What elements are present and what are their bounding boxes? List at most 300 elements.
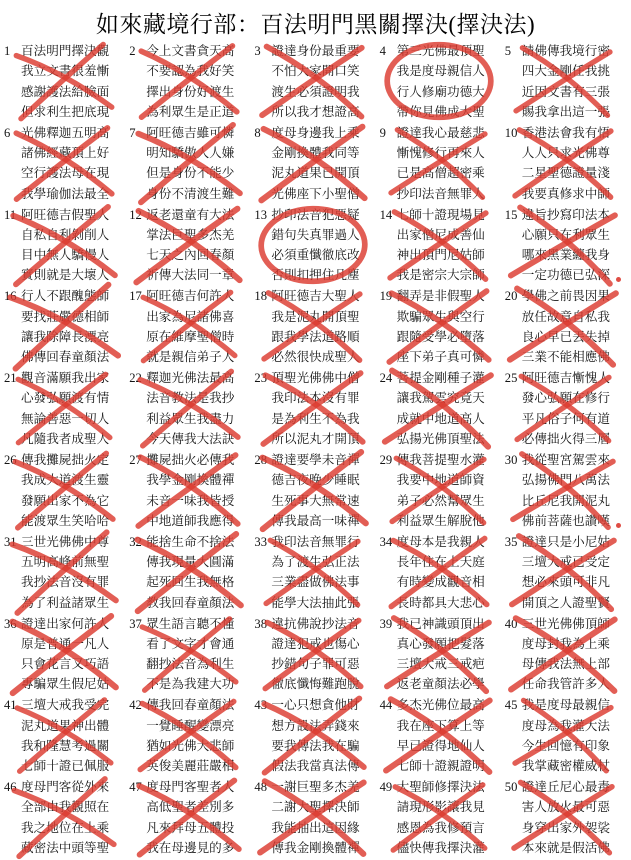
verse-line: 近因文書有三張 <box>521 84 610 99</box>
verse-number: 50 <box>504 780 518 795</box>
verse-line: 證達丘尼心最毒 <box>521 780 610 795</box>
verse-number: 29 <box>379 453 393 467</box>
verse-line: 度母為我灌大法 <box>521 718 610 733</box>
verse-item <box>129 532 254 614</box>
verse-item <box>4 614 129 696</box>
verse-number: 3 <box>254 44 261 58</box>
verse-line: 七師十證親證明 <box>396 759 485 774</box>
verse-item <box>254 450 379 532</box>
verse-line: 實則就是大壞人 <box>21 268 110 283</box>
verse-line: 本來就是假活佛 <box>521 841 610 856</box>
verse-line: 今上文書貪天高 <box>146 44 235 58</box>
verse-line: 攤屍拙火必傳我 <box>146 453 235 467</box>
verse-line: 渡生必須證明我 <box>271 84 360 99</box>
verse-number: 14 <box>379 207 393 222</box>
verse-line: 七師十證已佩服 <box>21 759 110 774</box>
verse-line: 百法明門擇決觀 <box>21 44 110 58</box>
verse-line: 返老童顏法必學 <box>396 677 485 692</box>
verse-line: 證達只是小尼姑 <box>521 534 610 549</box>
verse-line: 否則扣押住凡塵 <box>271 268 360 283</box>
verse-line: 原在維摩聖僧時 <box>146 329 235 344</box>
verse-line: 違抗佛說抄法音 <box>271 616 360 631</box>
verse-item <box>505 41 630 123</box>
verse-line: 身穿出家外袈裟 <box>521 820 610 835</box>
verse-line: 能學大法抽此張 <box>271 595 360 610</box>
verse-line: 一心只想貪他財 <box>271 698 360 713</box>
verse-item <box>505 368 630 450</box>
verse-line: 專騙眾生假尼姑 <box>21 677 110 692</box>
verse-line: 二謝大聖擇決師 <box>271 800 360 815</box>
verse-line: 違旨抄寫印法本 <box>521 207 610 222</box>
verse-line: 良心早已丟失掉 <box>521 329 610 344</box>
verse-line: 我學瑜伽法最全 <box>21 186 110 201</box>
verse-grid <box>4 41 630 859</box>
verse-line: 弟子必然幫眾生 <box>396 493 485 508</box>
verse-number: 19 <box>379 289 393 304</box>
verse-line: 無論善惡一切人 <box>21 411 110 426</box>
verse-line: 跟我學法道路順 <box>271 329 360 344</box>
verse-line: 利益眾生我盡力 <box>146 411 235 426</box>
verse-line: 頂聖光佛佛中僧 <box>271 371 360 386</box>
verse-line: 慚愧修行再來人 <box>396 146 485 161</box>
verse-number: 39 <box>379 616 393 631</box>
verse-line: 今天傳我大法訣 <box>146 432 235 447</box>
verse-number: 6 <box>4 125 11 140</box>
verse-line: 錯句失真罪過人 <box>271 227 360 242</box>
verse-number: 45 <box>504 698 518 713</box>
verse-line: 我從聖宮駕雲來 <box>521 453 610 467</box>
verse-item <box>4 286 129 368</box>
verse-line: 凡來拜母五體投 <box>146 820 235 835</box>
verse-line: 但求利生把底現 <box>21 104 110 119</box>
verse-line: 七天之內回春顏 <box>146 248 235 263</box>
verse-line: 我是度母最親信 <box>521 698 610 713</box>
verse-line: 我印法音無罪行 <box>271 534 360 549</box>
verse-line: 我在母邊見的多 <box>146 841 235 856</box>
verse-number: 32 <box>129 534 142 549</box>
verse-item <box>505 777 630 859</box>
verse-item <box>129 123 254 205</box>
verse-number: 9 <box>379 125 386 140</box>
verse-line: 早已證得地仙人 <box>396 738 485 753</box>
verse-line: 儘快傳我擇決灌 <box>396 841 485 856</box>
verse-line: 一謝巨聖多杰羌 <box>271 780 360 795</box>
verse-line: 哪來黑業纏我身 <box>521 248 610 263</box>
verse-line: 不怕大家開口笑 <box>271 64 360 79</box>
verse-line: 第三光佛最頂聖 <box>396 44 485 58</box>
verse-line: 阿旺德吉大聖人 <box>271 289 360 304</box>
verse-line: 任命我管許多人 <box>521 677 610 692</box>
verse-number: 25 <box>504 371 518 386</box>
verse-item <box>254 368 379 450</box>
verse-number: 31 <box>4 534 17 549</box>
verse-item <box>505 286 630 368</box>
verse-line: 證達身份最重要 <box>271 44 360 58</box>
verse-number: 44 <box>379 698 393 713</box>
verse-line: 假法我當真法傳 <box>271 759 360 774</box>
verse-line: 比丘尼我開泥丸 <box>521 493 610 508</box>
verse-item <box>4 205 129 287</box>
verse-line: 德吉夜晚少睡眠 <box>271 473 360 488</box>
verse-line: 三壇大戒我受完 <box>21 698 110 713</box>
verse-item <box>380 532 505 614</box>
verse-line: 母傳我法無上部 <box>521 657 610 672</box>
verse-number: 15 <box>504 207 518 222</box>
verse-line: 必須重懺徹底改 <box>271 248 360 263</box>
verse-line: 神出頂門尼姑師 <box>396 248 485 263</box>
verse-number: 49 <box>379 780 393 795</box>
verse-line: 釋迦光佛法最高 <box>146 371 235 386</box>
verse-line: 請現形影讓我見 <box>396 800 485 815</box>
verse-number: 7 <box>129 125 136 140</box>
verse-number: 20 <box>504 289 518 304</box>
verse-line: 讓我駕雲究竟天 <box>396 391 485 406</box>
verse-item <box>254 695 379 777</box>
verse-line: 真心發願把髮落 <box>396 636 485 651</box>
verse-line: 不要認為我好笑 <box>146 64 235 79</box>
verse-item <box>505 695 630 777</box>
verse-line: 掌法巨聖多杰羌 <box>146 227 235 242</box>
verse-line: 已是高僧超密乘 <box>396 166 485 181</box>
verse-line: 為了渡生弘正法 <box>271 555 360 570</box>
verse-number: 5 <box>504 44 512 58</box>
verse-line: 翻抄法音為利生 <box>146 657 235 672</box>
verse-item <box>380 695 505 777</box>
verse-line: 三世光佛佛頂師 <box>521 616 610 631</box>
verse-number: 33 <box>254 534 267 549</box>
verse-line: 傳我金剛換體禪 <box>271 841 360 856</box>
verse-line: 證達我心最慈悲 <box>396 125 485 140</box>
verse-number: 12 <box>129 207 142 222</box>
verse-line: 高低聖者差別多 <box>146 800 235 815</box>
verse-item <box>254 41 379 123</box>
verse-line: 凡隨我者成聖人 <box>21 432 110 447</box>
verse-line: 賜我拿出這一張 <box>521 104 610 119</box>
verse-line: 人人只求光佛尊 <box>521 146 610 161</box>
verse-item <box>4 123 129 205</box>
verse-number: 11 <box>4 207 17 222</box>
verse-line: 光佛座下小聖僧 <box>271 186 360 201</box>
verse-line: 我要中地道師資 <box>396 473 485 488</box>
verse-item <box>380 286 505 368</box>
verse-line: 教我回春童顏法 <box>146 595 235 610</box>
verse-item <box>380 123 505 205</box>
verse-line: 發願出家不為它 <box>21 493 110 508</box>
verse-number: 40 <box>504 616 518 631</box>
verse-line: 二星聖德證量淺 <box>521 166 610 181</box>
verse-item <box>129 695 254 777</box>
verse-item <box>505 614 630 696</box>
verse-line: 香港法會我有悟 <box>521 125 610 140</box>
verse-line: 我是密宗大宗師 <box>396 268 485 283</box>
verse-line: 三業不能相應佛 <box>521 350 610 365</box>
verse-item <box>4 695 129 777</box>
verse-line: 感恩為我修預言 <box>396 820 485 835</box>
verse-line: 讓我除障長漂亮 <box>21 329 110 344</box>
verse-line: 一覺睡醒變漂亮 <box>146 718 235 733</box>
verse-number: 36 <box>4 616 17 631</box>
verse-line: 抄印法音無罪人 <box>396 186 485 201</box>
verse-item <box>254 777 379 859</box>
verse-line: 行人修廟功德大 <box>396 84 485 99</box>
verse-line: 傳我菩提聖水灌 <box>396 453 485 467</box>
verse-line: 只會花言又巧語 <box>21 657 110 672</box>
verse-line: 返老還童有大法 <box>146 207 235 222</box>
verse-number: 38 <box>254 616 267 631</box>
verse-item <box>254 123 379 205</box>
verse-line: 自私自利剝削人 <box>21 227 110 242</box>
verse-line: 抄錯句子罪可惡 <box>271 657 360 672</box>
verse-number: 1 <box>4 44 11 58</box>
verse-line: 度母身邊我上乘 <box>271 125 360 140</box>
verse-number: 21 <box>4 371 17 386</box>
verse-line: 我之地位在上乘 <box>21 820 110 835</box>
verse-line: 想方設法弄錢來 <box>271 718 360 733</box>
verse-line: 弘揚光佛頂聖法 <box>396 432 485 447</box>
verse-line: 心發弘願渡有情 <box>21 391 110 406</box>
verse-item <box>129 41 254 123</box>
verse-line: 為了利益諸眾生 <box>21 595 110 610</box>
verse-item <box>380 777 505 859</box>
verse-line: 有時變成觀音相 <box>396 575 485 590</box>
verse-item <box>129 368 254 450</box>
verse-item <box>505 532 630 614</box>
verse-line: 我已神識頭頂出 <box>396 616 485 631</box>
verse-line: 傳我現量大圓滿 <box>146 555 235 570</box>
verse-item <box>4 532 129 614</box>
verse-item <box>4 777 129 859</box>
verse-item <box>380 41 505 123</box>
verse-line: 我抄法音沒有罪 <box>21 575 110 590</box>
verse-line: 傳我攤屍拙火定 <box>21 453 110 467</box>
verse-line: 抄印法音犯惡疑 <box>271 207 360 222</box>
verse-line: 出家僧尼成善仙 <box>396 227 485 242</box>
verse-line: 明知驕傲人人嫌 <box>146 146 235 161</box>
verse-number: 26 <box>4 453 17 467</box>
verse-line: 法音教法是我抄 <box>146 391 235 406</box>
verse-line: 我印法本沒有罪 <box>271 391 360 406</box>
verse-line: 我成大道渡生靈 <box>21 473 110 488</box>
verse-line: 阿旺德吉雖可憐 <box>146 125 235 140</box>
verse-number: 48 <box>254 780 267 795</box>
verse-number: 13 <box>254 207 267 222</box>
verse-line: 就是親信弟子人 <box>146 350 235 365</box>
verse-line: 我學金剛換體禪 <box>146 473 235 488</box>
verse-number: 8 <box>254 125 261 140</box>
verse-line: 泥丸道果已開頂 <box>271 166 360 181</box>
verse-line: 心願只在利眾生 <box>521 227 610 242</box>
verse-item <box>129 286 254 368</box>
verse-line: 擇出身份好渡生 <box>146 84 235 99</box>
verse-item <box>380 614 505 696</box>
verse-line: 一定功德已弘深 <box>521 268 610 283</box>
verse-item <box>380 205 505 287</box>
verse-number: 16 <box>4 289 17 304</box>
verse-line: 所以我才想證高 <box>271 104 360 119</box>
verse-line: 三業盡做佛法事 <box>271 575 360 590</box>
verse-line: 感謝護法給臉面 <box>21 84 110 99</box>
page-title: 如來藏境行部：百法明門黑關擇決(擇決法) <box>95 12 536 37</box>
verse-number: 47 <box>129 780 142 795</box>
verse-line: 要找莊嚴德相師 <box>21 309 110 324</box>
verse-item <box>380 450 505 532</box>
verse-line: 原是普通一凡人 <box>21 636 110 651</box>
verse-number: 2 <box>129 44 136 58</box>
verse-line: 利益眾生解脫他 <box>396 513 485 528</box>
verse-line: 我立文書很羞慚 <box>21 64 110 79</box>
verse-line: 弘揚佛門八萬法 <box>521 473 610 488</box>
verse-line: 藏密法中頭等聖 <box>21 841 110 856</box>
verse-line: 阿旺德吉假聖人 <box>21 207 110 222</box>
verse-line: 我是泥丸開頂聖 <box>271 309 360 324</box>
verse-number: 22 <box>129 371 142 386</box>
verse-line: 開頂之人證聖賢 <box>521 595 610 610</box>
verse-line: 長時都具大悲心 <box>396 595 485 610</box>
verse-line: 阿旺德吉慚愧人 <box>521 371 610 386</box>
verse-line: 三世光佛佛中尊 <box>21 534 110 549</box>
verse-line: 請佛傳我境行密 <box>521 44 610 58</box>
verse-line: 傳我回春童顏法 <box>146 698 235 713</box>
verse-line: 觀音滿願我出家 <box>21 371 110 386</box>
verse-line: 四大金剛任我挑 <box>521 64 610 79</box>
verse-line: 菩提金剛種子灌 <box>396 371 485 386</box>
verse-item <box>254 286 379 368</box>
verse-item <box>505 450 630 532</box>
verse-line: 中地道師我應得 <box>146 513 235 528</box>
verse-line: 放任故意自私我 <box>521 309 610 324</box>
verse-line: 五明高峰前無聖 <box>21 555 110 570</box>
verse-line: 想必來頭可非凡 <box>521 575 610 590</box>
verse-line: 翻弄是非假聖人 <box>396 289 485 304</box>
verse-line: 欺騙眾生與空行 <box>396 309 485 324</box>
verse-line: 眾生語言聽不懂 <box>146 616 235 631</box>
verse-line: 必傳拙火得三層 <box>521 432 610 447</box>
verse-line: 三壇大戒已受定 <box>521 555 610 570</box>
verse-line: 七師十證現場見 <box>396 207 485 222</box>
red-dot-icon <box>616 523 621 528</box>
verse-line: 度母門客從外來 <box>21 780 110 795</box>
verse-line: 佛傳回春童顏法 <box>21 350 110 365</box>
verse-line: 度母封我為上乘 <box>521 636 610 651</box>
verse-line: 能捨生命不捨法 <box>146 534 235 549</box>
verse-line: 生死事大無常速 <box>271 493 360 508</box>
verse-line: 必然很快成聖人 <box>271 350 360 365</box>
verse-line: 阿旺德吉何許人 <box>146 289 235 304</box>
verse-line: 平凡俗子何有道 <box>521 411 610 426</box>
verse-item <box>129 205 254 287</box>
verse-line: 目中無人驕慢人 <box>21 248 110 263</box>
verse-item <box>4 450 129 532</box>
verse-line: 證達犯戒也傷心 <box>271 636 360 651</box>
verse-number: 18 <box>254 289 267 304</box>
verse-line: 猶如光佛大悲師 <box>146 738 235 753</box>
verse-line: 行人不跟醜態師 <box>21 289 110 304</box>
verse-line: 我能抽出這因緣 <box>271 820 360 835</box>
verse-item <box>254 614 379 696</box>
verse-line: 害人放火最可惡 <box>521 800 610 815</box>
verse-line: 為利眾生是正道 <box>146 104 235 119</box>
verse-number: 27 <box>129 453 142 467</box>
verse-line: 祈傳大法同一章 <box>146 268 235 283</box>
verse-number: 35 <box>504 534 518 549</box>
verse-line: 度母本是我親人 <box>396 534 485 549</box>
verse-line: 但是身份不能少 <box>146 166 235 181</box>
verse-line: 大聖師修擇決法 <box>396 780 485 795</box>
verse-line: 我掌藏密權威杖 <box>521 759 610 774</box>
verse-line: 光佛釋迦五明高 <box>21 125 110 140</box>
verse-line: 座下弟子真可憐 <box>396 350 485 365</box>
verse-item <box>254 532 379 614</box>
verse-line: 度母門客聖者人 <box>146 780 235 795</box>
verse-line: 學佛之前畏因果 <box>521 289 610 304</box>
verse-number: 10 <box>504 125 518 140</box>
verse-line: 是為利生不為我 <box>271 411 360 426</box>
verse-line: 起死回生我無格 <box>146 575 235 590</box>
verse-line: 我是度母親信人 <box>396 64 485 79</box>
verse-item <box>129 450 254 532</box>
verse-line: 所以泥丸才開頂 <box>271 432 360 447</box>
verse-line: 三壇大戒三戒疤 <box>396 657 485 672</box>
verse-number: 17 <box>129 289 142 304</box>
verse-line: 不是為我建大功 <box>146 677 235 692</box>
verse-item <box>4 41 129 123</box>
verse-number: 43 <box>254 698 267 713</box>
verse-line: 全部由我觀照在 <box>21 800 110 815</box>
verse-line: 多杰光佛位最高 <box>396 698 485 713</box>
verse-line: 要我傳法我在騙 <box>271 738 360 753</box>
verse-number: 28 <box>254 453 267 467</box>
verse-line: 泥丸道果神出體 <box>21 718 110 733</box>
verse-number: 34 <box>379 534 393 549</box>
verse-number: 30 <box>504 453 518 467</box>
verse-line: 諸佛經藏頂上好 <box>21 146 110 161</box>
verse-line: 證達要學未音禪 <box>271 453 360 467</box>
verse-item <box>505 123 630 205</box>
verse-item <box>505 205 630 287</box>
verse-line: 能渡眾生笑哈哈 <box>21 513 110 528</box>
verse-item <box>129 777 254 859</box>
verse-line: 傳我最高一味禪 <box>271 513 360 528</box>
verse-number: 37 <box>129 616 142 631</box>
verse-line: 今生回憶有印象 <box>521 738 610 753</box>
verse-line: 我和隆慧考過關 <box>21 738 110 753</box>
verse-number: 41 <box>4 698 17 713</box>
verse-line: 空行護法母在現 <box>21 166 110 181</box>
verse-line: 我在座下算上等 <box>396 718 485 733</box>
verse-line: 徹底懺悔難跑脫 <box>271 677 360 692</box>
verse-line: 帶你見佛成大聖 <box>396 104 485 119</box>
verse-line: 長年住在上天庭 <box>396 555 485 570</box>
verse-item <box>129 614 254 696</box>
verse-item <box>380 368 505 450</box>
verse-line: 身份不清渡生難 <box>146 186 235 201</box>
verse-item <box>4 368 129 450</box>
verse-line: 佛前菩薩也讚嘆 <box>521 513 610 528</box>
verse-number: 23 <box>254 371 267 386</box>
verse-line: 英俊美麗莊嚴相 <box>146 759 235 774</box>
verse-line: 出家為尼諸佛喜 <box>146 309 235 324</box>
verse-line: 證達出家何許人 <box>21 616 110 631</box>
verse-number: 24 <box>379 371 393 386</box>
verse-item <box>254 205 379 287</box>
verse-number: 4 <box>379 44 386 58</box>
verse-line: 我要真修求中師 <box>521 186 610 201</box>
verse-line: 看了文字才會通 <box>146 636 235 651</box>
verse-line: 未音一味我皆授 <box>146 493 235 508</box>
verse-line: 金剛換體我同等 <box>271 146 360 161</box>
verse-line: 發心弘願在修行 <box>521 391 610 406</box>
verse-number: 42 <box>129 698 142 713</box>
